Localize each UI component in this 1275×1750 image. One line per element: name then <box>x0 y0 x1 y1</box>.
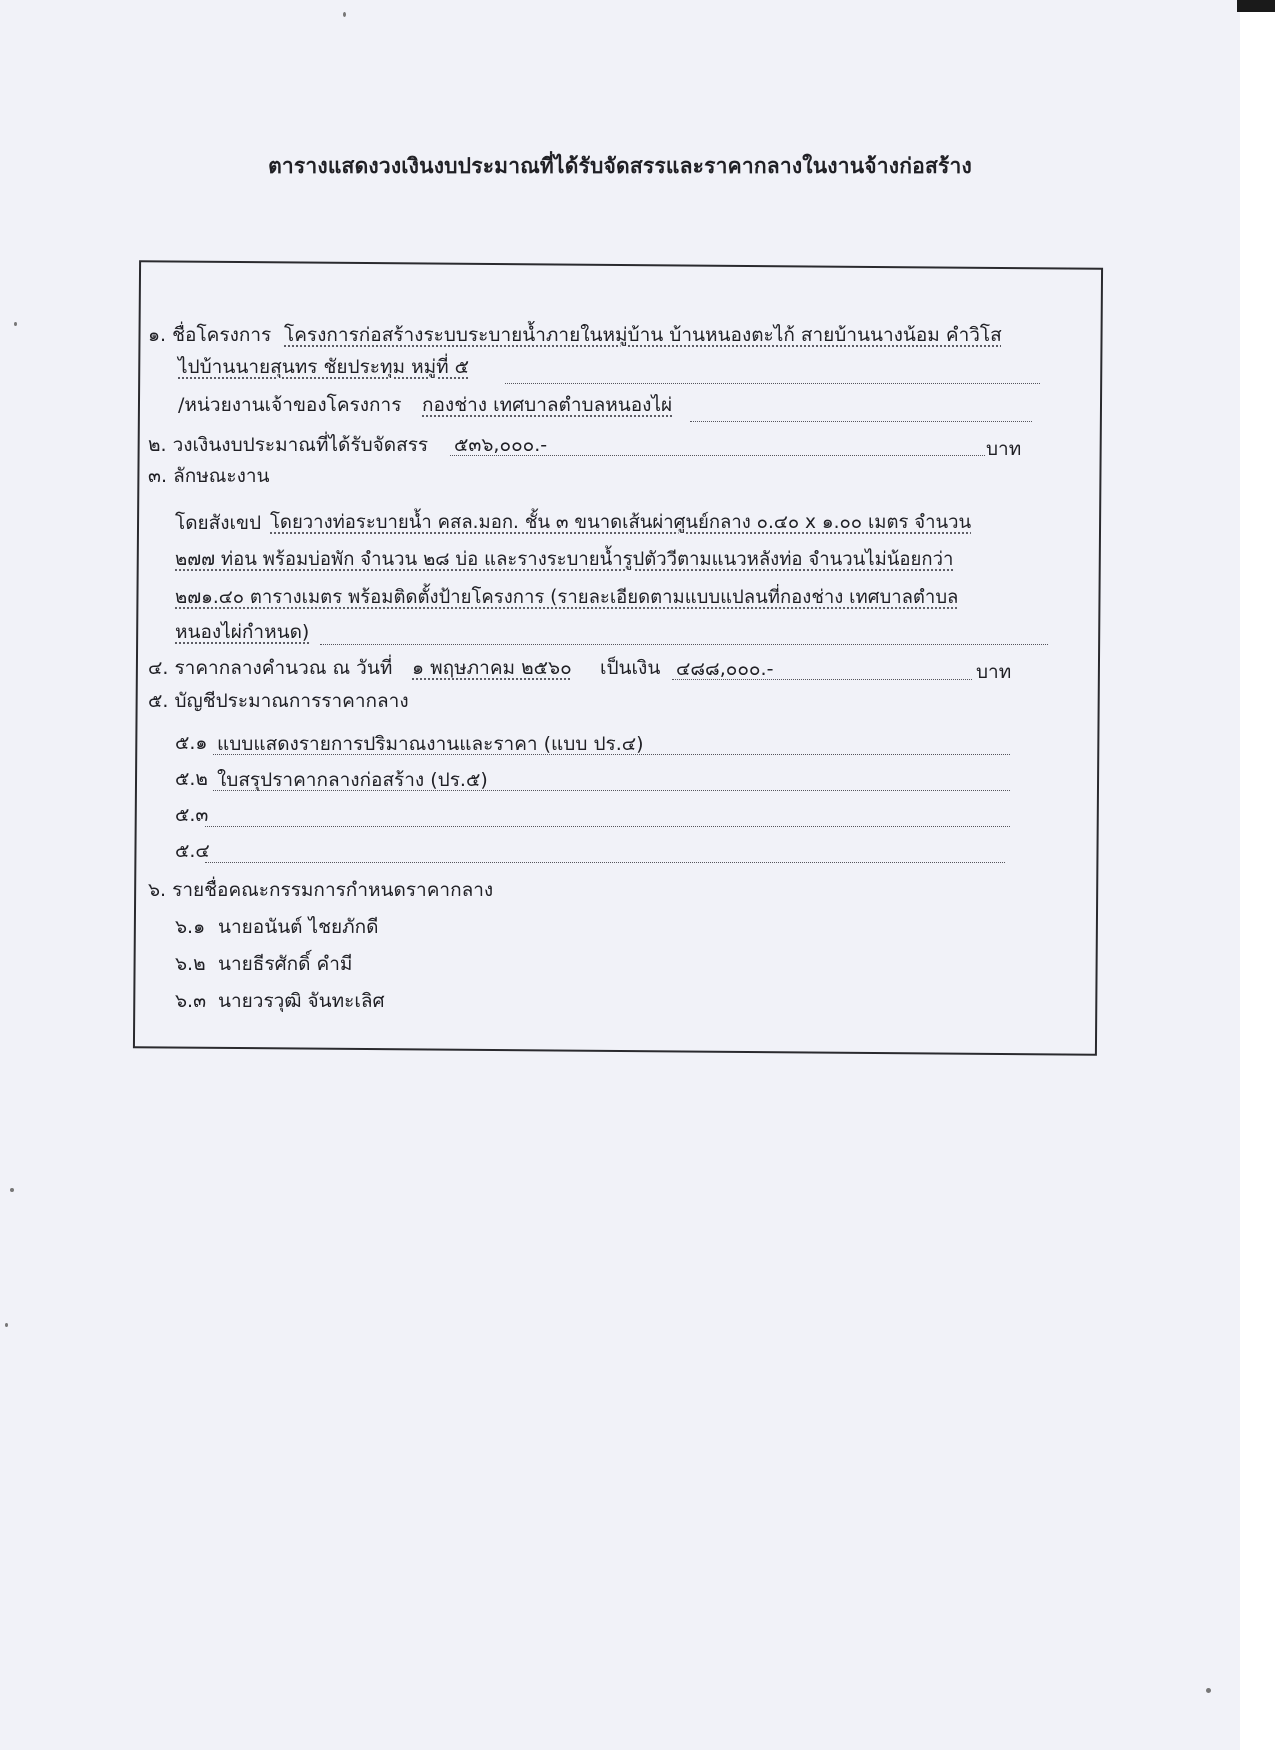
agency-fill <box>690 400 1032 422</box>
agency-value: กองช่าง เทศบาลตำบลหนองไผ่ <box>422 394 673 416</box>
work-desc-line1: โดยวางท่อระบายน้ำ คสล.มอก. ชั้น ๓ ขนาดเส้นผ่าศูนย์กลาง ๐.๔๐ x ๑.๐๐ เมตร จำนวน <box>270 512 972 533</box>
scan-speck <box>5 1323 8 1327</box>
committee-member-num: ๖.๑ <box>175 916 206 938</box>
work-desc-line2: ๒๗๗ ท่อน พร้อมบ่อพัก จำนวน ๒๘ บ่อ และรางระบายน้ำรูปตัววีตามแนวหลังท่อ จำนวนไม่น้อยกว่า <box>175 549 954 570</box>
work-lead: โดยสังเขป <box>175 512 262 534</box>
estimate-item-num: ๕.๓ <box>175 804 209 826</box>
section4-label: ๔. ราคากลางคำนวณ ณ วันที่ <box>148 657 393 679</box>
price-unit: บาท <box>976 661 1012 683</box>
committee-member-num: ๖.๓ <box>175 990 207 1012</box>
section1-label: ๑. ชื่อโครงการ <box>148 324 272 346</box>
estimate-item-num: ๕.๔ <box>175 840 210 862</box>
scan-speck <box>1206 1688 1211 1693</box>
section2-label: ๒. วงเงินงบประมาณที่ได้รับจัดสรร <box>148 434 429 456</box>
estimate-item-num: ๕.๒ <box>175 768 208 790</box>
estimate-item <box>205 805 1010 827</box>
work-desc-line3: ๒๗๑.๔๐ ตารางเมตร พร้อมติดตั้งป้ายโครงการ (รายละเอียดตามแบบแปลนที่กองช่าง เทศบาลตำบล <box>175 587 959 608</box>
work-desc-line4: หนองไผ่กำหนด) <box>175 621 310 643</box>
section3-label: ๓. ลักษณะงาน <box>148 465 270 487</box>
estimate-item <box>205 841 1005 863</box>
section6-label: ๖. รายชื่อคณะกรรมการกำหนดราคากลาง <box>148 879 494 901</box>
price-amount-label: เป็นเงิน <box>600 657 661 679</box>
scan-speck <box>343 12 346 17</box>
project-name-fill <box>505 362 1040 384</box>
estimate-item: ใบสรุปราคากลางก่อสร้าง (ปร.๕) <box>213 769 1010 791</box>
price-amount: ๔๘๘,๐๐๐.- <box>672 658 972 680</box>
committee-member-name: นายธีรศักดิ์ คำมี <box>218 953 353 975</box>
agency-label: /หน่วยงานเจ้าของโครงการ <box>178 394 402 416</box>
committee-member-name: นายอนันต์ ไชยภักดี <box>218 916 379 938</box>
project-name-line2: ไปบ้านนายสุนทร ชัยประทุม หมู่ที่ ๕ <box>178 356 470 378</box>
estimate-item: แบบแสดงรายการปริมาณงานและราคา (แบบ ปร.๔) <box>213 733 1010 755</box>
scanner-corner <box>1237 0 1275 12</box>
price-date: ๑ พฤษภาคม ๒๕๖๐ <box>412 657 572 679</box>
budget-value: ๕๓๖,๐๐๐.- <box>450 434 985 456</box>
work-desc-fill <box>320 623 1048 645</box>
section5-label: ๕. บัญชีประมาณการราคากลาง <box>148 690 409 712</box>
committee-member-num: ๖.๒ <box>175 953 206 975</box>
scan-speck <box>10 1188 14 1192</box>
document-title: ตารางแสดงวงเงินงบประมาณที่ได้รับจัดสรรและราคากลางในงานจ้างก่อสร้าง <box>268 154 972 178</box>
scanner-margin <box>1240 0 1275 1750</box>
scan-speck <box>14 322 17 326</box>
project-name-line1: โครงการก่อสร้างระบบระบายน้ำภายในหมู่บ้าน บ้านหนองตะไก้ สายบ้านนางน้อม คำวิโส <box>284 324 1002 346</box>
budget-unit: บาท <box>986 438 1022 460</box>
committee-member-name: นายวรวุฒิ จันทะเลิศ <box>218 990 385 1012</box>
estimate-item-num: ๕.๑ <box>175 732 208 754</box>
